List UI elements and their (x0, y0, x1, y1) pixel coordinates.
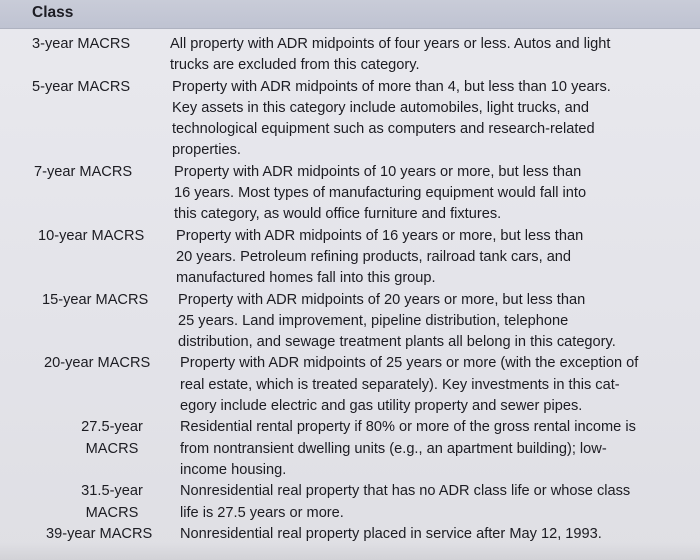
class-label: MACRS (85, 504, 139, 521)
class-label: 20-year MACRS (44, 355, 151, 372)
description-line: life is 27.5 years or more. (180, 504, 344, 521)
description-line: Residential rental property if 80% or more of the gross rental income is (180, 419, 636, 436)
class-cell (38, 226, 176, 247)
class-label: 10-year MACRS (38, 227, 145, 244)
class-label: 31.5-year (81, 483, 143, 500)
class-cell (44, 481, 180, 524)
description-cell (174, 162, 700, 226)
description-line: distribution, and sewage treatment plants all belong in this category. (178, 334, 616, 351)
table-row (32, 34, 700, 77)
description-cell (180, 481, 700, 524)
class-label: MACRS (85, 440, 139, 457)
class-label: 27.5-year (81, 419, 143, 436)
class-label: 5-year MACRS (32, 78, 131, 95)
class-cell (44, 353, 180, 374)
table-row (32, 77, 700, 162)
description-line: from nontransient dwelling units (e.g., an apartment building); low- (180, 440, 607, 457)
class-cell (44, 417, 180, 460)
description-line: Property with ADR midpoints of 16 years or more, but less than (176, 227, 584, 244)
description-line: this category, as would office furniture and fixtures. (174, 206, 502, 223)
description-cell (180, 353, 700, 417)
description-line: Nonresidential real property placed in service after May 12, 1993. (180, 525, 602, 542)
table-row (44, 481, 700, 524)
description-cell (170, 34, 700, 77)
description-line: technological equipment such as computers and research-related (172, 121, 595, 138)
class-label: 39-year MACRS (46, 525, 153, 542)
description-line: Property with ADR midpoints of 10 years or more, but less than (174, 163, 582, 180)
description-line: Property with ADR midpoints of more than 4, but less than 10 years. (172, 78, 611, 95)
description-line: 20 years. Petroleum refining products, railroad tank cars, and (176, 248, 572, 265)
description-cell (180, 417, 700, 481)
table-row (42, 290, 700, 354)
class-label: 7-year MACRS (34, 163, 133, 180)
description-line: properties. (172, 142, 241, 159)
class-cell (42, 290, 178, 311)
table-header (0, 0, 700, 29)
class-label: 3-year MACRS (32, 36, 131, 52)
description-cell (172, 77, 700, 162)
table-row (44, 353, 700, 417)
description-line: egory include electric and gas utility property and sewer pipes. (180, 398, 583, 415)
description-line: trucks are excluded from this category. (170, 57, 420, 74)
class-label: 15-year MACRS (42, 291, 149, 308)
description-line: Nonresidential real property that has no ADR class life or whose class (180, 483, 631, 500)
class-cell (32, 34, 170, 55)
table-row (38, 226, 700, 290)
description-line: 16 years. Most types of manufacturing equipment would fall into (174, 185, 587, 202)
description-line: All property with ADR midpoints of four years or less. Autos and light (170, 36, 611, 52)
description-line: 25 years. Land improvement, pipeline distribution, telephone (178, 312, 569, 329)
class-cell (34, 162, 174, 183)
description-line: Property with ADR midpoints of 25 years or more (with the exception of (180, 355, 639, 372)
description-cell (178, 290, 700, 354)
description-line: income housing. (180, 461, 287, 478)
description-line: real estate, which is treated separately). Key investments in this cat- (180, 376, 620, 393)
page-shadow (0, 542, 700, 560)
table-body (0, 34, 700, 545)
class-cell (32, 77, 172, 98)
description-line: manufactured homes fall into this group. (176, 270, 436, 287)
description-cell (176, 226, 700, 290)
table-row (44, 417, 700, 481)
description-line: Key assets in this category include automobiles, light trucks, and (172, 99, 589, 116)
class-column-header: Class (32, 4, 74, 21)
description-line: Property with ADR midpoints of 20 years or more, but less than (178, 291, 586, 308)
table-row (34, 162, 700, 226)
